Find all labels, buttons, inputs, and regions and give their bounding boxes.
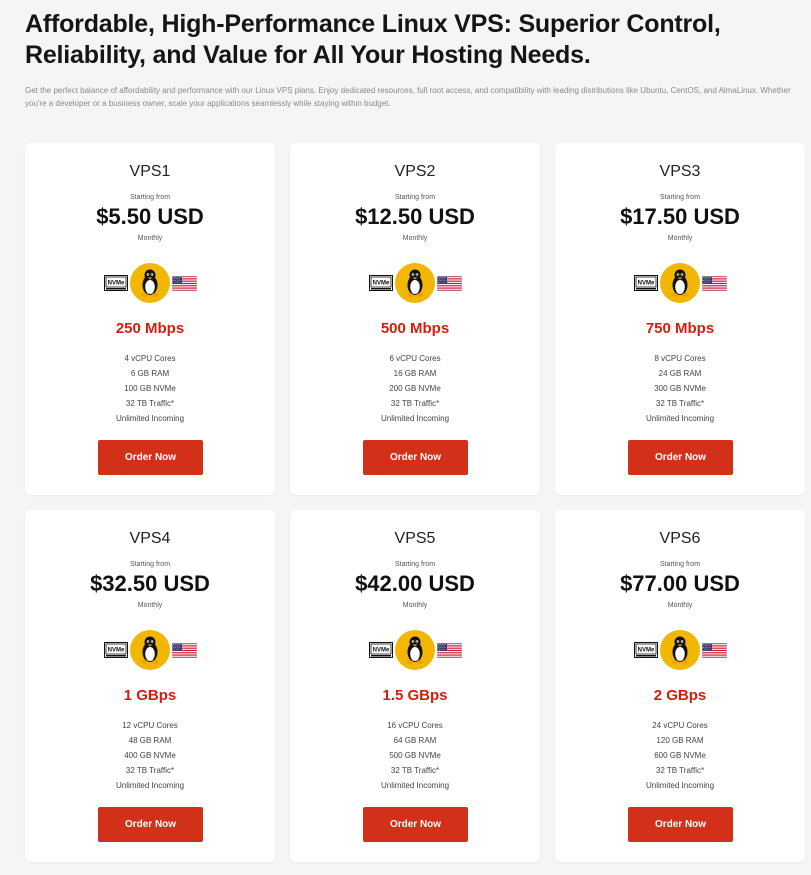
spec-item: 64 GB RAM [393, 736, 437, 745]
plan-grid [25, 143, 805, 862]
billing-period: Monthly [667, 235, 693, 242]
spec-item: 6 GB RAM [130, 369, 170, 378]
spec-item: 400 GB NVMe [124, 751, 176, 760]
svg-text:NVMe: NVMe [107, 647, 124, 654]
spec-item: Unlimited Incoming [380, 414, 450, 423]
nvme-drive-icon [104, 642, 128, 658]
plan-feature-icons [555, 629, 805, 671]
spec-item: 24 vCPU Cores [652, 721, 708, 730]
us-flag-icon [437, 643, 462, 658]
billing-period: Monthly [667, 602, 693, 609]
spec-item: 32 TB Traffic* [655, 399, 705, 408]
page-title: Affordable, High-Performance Linux VPS: Superior Control, Reliability, and Value for All Your Hosting Needs. [25, 10, 721, 69]
linux-tux-icon [394, 262, 436, 304]
bandwidth-speed: 750 Mbps [645, 320, 715, 337]
svg-text:NVMe: NVMe [372, 647, 389, 654]
page-intro: Get the perfect balance of affordability and performance with our Linux VPS plans. Enjoy dedicated resources, full root access, and compatibility with leading distributions like Ubuntu, CentOS, and AlmaLinux. Whether you're a developer or a business owner, scale your applications seamlessly while staying within budget. [25, 86, 791, 108]
linux-tux-icon [659, 262, 701, 304]
spec-item: 12 vCPU Cores [122, 721, 178, 730]
plan-card-vps5 [290, 510, 540, 862]
plan-card-vps2 [290, 143, 540, 495]
nvme-drive-icon [104, 275, 128, 291]
svg-text:NVMe: NVMe [107, 280, 124, 287]
spec-item: Unlimited Incoming [115, 781, 185, 790]
spec-item: 8 vCPU Cores [654, 354, 706, 363]
billing-period: Monthly [137, 602, 163, 609]
spec-list [290, 718, 540, 793]
spec-item: 48 GB RAM [128, 736, 172, 745]
linux-tux-icon [394, 629, 436, 671]
plan-feature-icons [25, 629, 275, 671]
plan-name: VPS6 [659, 530, 701, 547]
svg-text:NVMe: NVMe [372, 280, 389, 287]
billing-period: Monthly [402, 235, 428, 242]
starting-from-label: Starting from [394, 561, 436, 568]
billing-period: Monthly [137, 235, 163, 242]
spec-list [555, 351, 805, 426]
starting-from-label: Starting from [659, 194, 701, 201]
plan-card-vps4 [25, 510, 275, 862]
svg-text:NVMe: NVMe [637, 647, 654, 654]
spec-list [555, 718, 805, 793]
spec-item: 32 TB Traffic* [390, 399, 440, 408]
us-flag-icon [702, 276, 727, 291]
svg-text:NVMe: NVMe [637, 280, 654, 287]
plan-name: VPS1 [129, 163, 171, 180]
spec-item: 300 GB NVMe [654, 384, 706, 393]
starting-from-label: Starting from [129, 561, 171, 568]
plan-feature-icons [290, 629, 540, 671]
linux-tux-icon [129, 262, 171, 304]
us-flag-icon [172, 276, 197, 291]
us-flag-icon [702, 643, 727, 658]
plan-card-vps3 [555, 143, 805, 495]
spec-item: Unlimited Incoming [645, 781, 715, 790]
spec-item: 100 GB NVMe [124, 384, 176, 393]
spec-item: 16 vCPU Cores [387, 721, 443, 730]
order-now-button[interactable]: Order Now [98, 807, 203, 842]
plan-card-vps6 [555, 510, 805, 862]
plan-name: VPS2 [394, 163, 436, 180]
spec-item: 200 GB NVMe [389, 384, 441, 393]
spec-item: 4 vCPU Cores [124, 354, 176, 363]
bandwidth-speed: 250 Mbps [115, 320, 185, 337]
plan-feature-icons [555, 262, 805, 304]
nvme-drive-icon [634, 275, 658, 291]
spec-item: 16 GB RAM [393, 369, 437, 378]
spec-item: 24 GB RAM [658, 369, 702, 378]
spec-list [25, 351, 275, 426]
bandwidth-speed: 500 Mbps [380, 320, 450, 337]
order-now-button[interactable]: Order Now [98, 440, 203, 475]
spec-item: 32 TB Traffic* [390, 766, 440, 775]
bandwidth-speed: 2 GBps [653, 687, 707, 704]
nvme-drive-icon [634, 642, 658, 658]
us-flag-icon [437, 276, 462, 291]
plan-name: VPS5 [394, 530, 436, 547]
plan-price: $5.50 USD [96, 204, 204, 229]
spec-item: 500 GB NVMe [389, 751, 441, 760]
plan-price: $12.50 USD [355, 204, 475, 229]
order-now-button[interactable]: Order Now [628, 807, 733, 842]
order-now-button[interactable]: Order Now [363, 440, 468, 475]
bandwidth-speed: 1 GBps [123, 687, 177, 704]
plan-price: $17.50 USD [620, 204, 740, 229]
linux-tux-icon [659, 629, 701, 671]
spec-item: 32 TB Traffic* [655, 766, 705, 775]
plan-price: $42.00 USD [355, 571, 475, 596]
spec-item: Unlimited Incoming [645, 414, 715, 423]
spec-item: 6 vCPU Cores [389, 354, 441, 363]
starting-from-label: Starting from [659, 561, 701, 568]
spec-item: 120 GB RAM [656, 736, 704, 745]
billing-period: Monthly [402, 602, 428, 609]
spec-item: 32 TB Traffic* [125, 399, 175, 408]
spec-list [290, 351, 540, 426]
nvme-drive-icon [369, 275, 393, 291]
starting-from-label: Starting from [394, 194, 436, 201]
order-now-button[interactable]: Order Now [363, 807, 468, 842]
us-flag-icon [172, 643, 197, 658]
order-now-button[interactable]: Order Now [628, 440, 733, 475]
spec-item: 600 GB NVMe [654, 751, 706, 760]
spec-list [25, 718, 275, 793]
plan-price: $32.50 USD [90, 571, 210, 596]
plan-feature-icons [25, 262, 275, 304]
spec-item: Unlimited Incoming [380, 781, 450, 790]
plan-price: $77.00 USD [620, 571, 740, 596]
bandwidth-speed: 1.5 GBps [382, 687, 448, 704]
plan-name: VPS4 [129, 530, 171, 547]
spec-item: 32 TB Traffic* [125, 766, 175, 775]
starting-from-label: Starting from [129, 194, 171, 201]
nvme-drive-icon [369, 642, 393, 658]
spec-item: Unlimited Incoming [115, 414, 185, 423]
plan-name: VPS3 [659, 163, 701, 180]
linux-tux-icon [129, 629, 171, 671]
plan-card-vps1 [25, 143, 275, 495]
plan-feature-icons [290, 262, 540, 304]
